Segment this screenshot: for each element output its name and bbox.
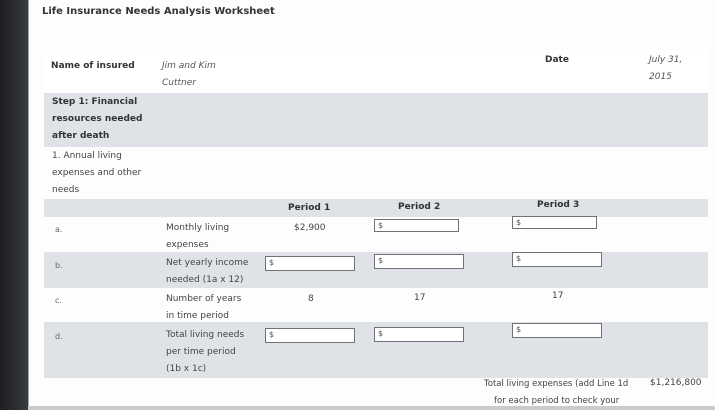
- name-label: Name of insured: [51, 61, 135, 71]
- total-label-line2: for each period to check your: [494, 396, 620, 406]
- row-a-period2-input[interactable]: $: [374, 219, 459, 232]
- row-d-label-line3: (1b x 1c): [166, 364, 207, 374]
- row-b-label-line1: Net yearly income: [166, 258, 249, 268]
- row-d-period2-input[interactable]: $: [374, 327, 464, 342]
- row-a-label-line2: expenses: [166, 240, 209, 250]
- item1-line2: expenses and other: [52, 168, 142, 178]
- row-b-period1-input[interactable]: $: [265, 256, 355, 271]
- total-value: $1,216,800: [650, 378, 702, 388]
- row-a-period3-input[interactable]: $: [512, 216, 597, 229]
- row-d-label-line1: Total living needs: [166, 330, 245, 340]
- row-a-period1-value: $2,900: [294, 223, 326, 233]
- row-c-label-line1: Number of years: [166, 294, 242, 304]
- date-label: Date: [545, 55, 569, 65]
- row-d-period3-input[interactable]: $: [512, 323, 602, 338]
- name-value-line2: Cuttner: [162, 78, 196, 88]
- name-row: [44, 50, 708, 94]
- name-value-line1: Jim and Kim: [162, 61, 216, 71]
- row-d-period1-input[interactable]: $: [265, 328, 355, 343]
- period2-header: Period 2: [398, 202, 441, 212]
- screen-edge: [0, 0, 28, 410]
- row-b-period2-input[interactable]: $: [374, 254, 464, 269]
- date-value-line1: July 31,: [649, 55, 683, 65]
- row-b-period3-input[interactable]: $: [512, 252, 602, 267]
- item1-line1: 1. Annual living: [52, 151, 122, 161]
- row-c-period3-value: 17: [552, 291, 564, 301]
- item1-line3: needs: [52, 185, 80, 195]
- step1-line3: after death: [52, 131, 110, 141]
- row-c-period1-value: 8: [308, 294, 314, 304]
- row-b-label-line2: needed (1a x 12): [166, 275, 244, 285]
- row-a-letter: a.: [55, 225, 63, 234]
- row-c-label-line2: in time period: [166, 311, 229, 321]
- row-c-period2-value: 17: [414, 293, 426, 303]
- step1-line1: Step 1: Financial: [52, 97, 138, 107]
- row-c-letter: c.: [55, 296, 62, 305]
- date-value-line2: 2015: [649, 72, 672, 82]
- total-label-line1: Total living expenses (add Line 1d: [484, 379, 629, 389]
- worksheet-title: Life Insurance Needs Analysis Worksheet: [42, 6, 275, 17]
- row-d-letter: d.: [55, 332, 63, 341]
- bottom-divider: [28, 406, 715, 410]
- row-b-letter: b.: [55, 261, 63, 270]
- row-a-label-line1: Monthly living: [166, 223, 230, 233]
- period1-header: Period 1: [288, 203, 331, 213]
- step1-band: [44, 93, 708, 147]
- period-header-band: [44, 199, 708, 217]
- period3-header: Period 3: [537, 200, 580, 210]
- row-d-label-line2: per time period: [166, 347, 236, 357]
- step1-line2: resources needed: [52, 114, 143, 124]
